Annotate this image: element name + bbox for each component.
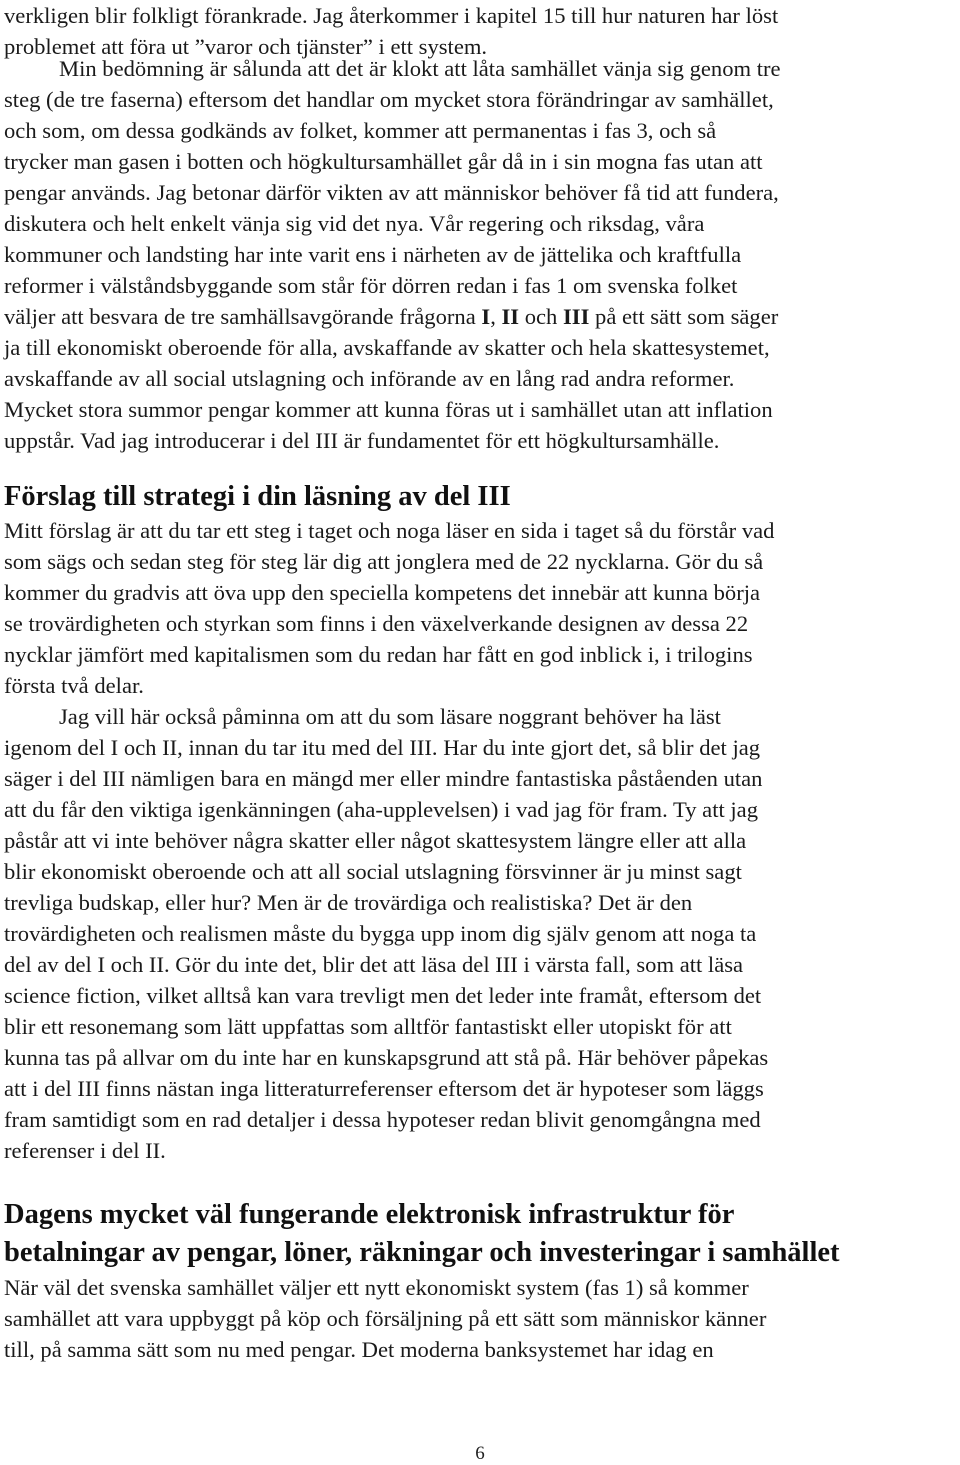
reform-paragraph: [4, 53, 950, 456]
questions-line-before: väljer att besvara de tre samhällsavgörande frågorna: [4, 304, 482, 329]
text-line: blir ekonomiskt oberoende och att all social utslagning försvinner är ju minst sagt: [4, 859, 742, 884]
questions-separator: ,: [490, 304, 502, 329]
section-heading-strategy: Förslag till strategi i din läsning av del III: [4, 481, 511, 512]
text-line: referenser i del II.: [4, 1138, 166, 1163]
text-line: igenom del I och II, innan du tar itu med del III. Har du inte gjort det, så blir det jag: [4, 735, 761, 760]
text-line: avskaffande av all social utslagning och införande av en lång rad andra reformer.: [4, 366, 735, 391]
section-heading-infrastructure-line-2: betalningar av pengar, löner, räkningar och investeringar i samhället: [4, 1237, 840, 1268]
questions-line: [4, 301, 950, 332]
text-line: blir ett resonemang som lätt uppfattas som alltför fantastiskt eller utopiskt för att: [4, 1014, 732, 1039]
text-line: att i del III finns nästan inga litteraturreferenser eftersom det är hypoteser som läggs: [4, 1076, 764, 1101]
text-line: steg (de tre faserna) eftersom det handlar om mycket stora förändringar av samhället,: [4, 87, 774, 112]
text-line: science fiction, vilket alltså kan vara trevligt men det leder inte framåt, eftersom det: [4, 983, 762, 1008]
questions-conjunction: och: [519, 304, 563, 329]
text-line: problemet att föra ut ”varor och tjänster” i ett system.: [4, 34, 488, 59]
text-line: reformer i välståndsbyggande som står för dörren redan i fas 1 om svenska folket: [4, 273, 738, 298]
questions-line-after: på ett sätt som säger: [589, 304, 779, 329]
text-line: ja till ekonomiskt oberoende för alla, avskaffande av skatter och hela skattesystemet,: [4, 335, 770, 360]
strategy-paragraph-1: [4, 515, 950, 701]
text-line: diskutera och helt enkelt vänja sig vid det nya. Vår regering och riksdag, våra: [4, 211, 705, 236]
text-line: Mycket stora summor pengar kommer att kunna föras ut i samhället utan att inflation: [4, 397, 773, 422]
section-heading-infrastructure-line-1: Dagens mycket väl fungerande elektronisk infrastruktur för: [4, 1199, 735, 1230]
text-line: trycker man gasen i botten och högkultursamhället går då in i sin mogna fas utan att: [4, 149, 763, 174]
text-line: samhället att vara uppbyggt på köp och försäljning på ett sätt som människor känner: [4, 1306, 767, 1331]
text-line: kommuner och landsting har inte varit ens i närheten av de jättelika och kraftfulla: [4, 242, 742, 267]
question-one: I: [481, 304, 491, 329]
text-line: När väl det svenska samhället väljer ett nytt ekonomiskt system (fas 1) så kommer: [4, 1275, 749, 1300]
text-line: nycklar jämfört med kapitalismen som du redan har fått en god inblick i, i trilogins: [4, 642, 753, 667]
text-line: uppstår. Vad jag introducerar i del III är fundamentet för ett högkultursamhälle.: [4, 428, 720, 453]
text-line: verkligen blir folkligt förankrade. Jag återkommer i kapitel 15 till hur naturen har löst: [4, 3, 779, 28]
text-line: del av del I och II. Gör du inte det, blir det att läsa del III i värsta fall, som att läsa: [4, 952, 744, 977]
strategy-paragraph-2: [4, 701, 950, 1166]
text-line: att du får den viktiga igenkänningen (aha-upplevelsen) i vad jag för fram. Ty att jag: [4, 797, 758, 822]
text-line: trevliga budskap, eller hur? Men är de trovärdiga och realistiska? Det är den: [4, 890, 693, 915]
text-line: som sägs och sedan steg för steg lär dig att jonglera med de 22 nycklarna. Gör du så: [4, 549, 764, 574]
text-line: trovärdigheten och realismen måste du bygga upp inom dig själv genom att noga ta: [4, 921, 757, 946]
text-line: pengar används. Jag betonar därför vikten av att människor behöver få tid att fundera,: [4, 180, 779, 205]
question-two: II: [501, 304, 520, 329]
text-line: Min bedömning är sålunda att det är klokt att låta samhället vänja sig genom tre: [59, 56, 781, 81]
text-line: till, på samma sätt som nu med pengar. Det moderna banksystemet har idag en: [4, 1337, 714, 1362]
text-line: fram samtidigt som en rad detaljer i dessa hypoteser redan blivit genomgångna med: [4, 1107, 761, 1132]
text-line: kommer du gradvis att öva upp den speciella kompetens det innebär att kunna börja: [4, 580, 761, 605]
question-three: III: [563, 304, 590, 329]
text-line: Jag vill här också påminna om att du som läsare noggrant behöver ha läst: [59, 704, 721, 729]
text-line: se trovärdigheten och styrkan som finns i den växelverkande designen av dessa 22: [4, 611, 749, 636]
text-line: och som, om dessa godkänds av folket, kommer att permanentas i fas 3, och så: [4, 118, 717, 143]
text-line: påstår att vi inte behöver några skatter eller något skattesystem längre eller att alla: [4, 828, 747, 853]
text-line: kunna tas på allvar om du inte har en kunskapsgrund att stå på. Här behöver påpekas: [4, 1045, 769, 1070]
page-number: 6: [475, 1443, 485, 1464]
text-line: säger i del III nämligen bara en mängd mer eller mindre fantastiska påståenden utan: [4, 766, 763, 791]
text-line: första två delar.: [4, 673, 144, 698]
text-line: Mitt förslag är att du tar ett steg i taget och noga läser en sida i taget så du förstår vad: [4, 518, 775, 543]
infrastructure-paragraph: [4, 1272, 950, 1365]
